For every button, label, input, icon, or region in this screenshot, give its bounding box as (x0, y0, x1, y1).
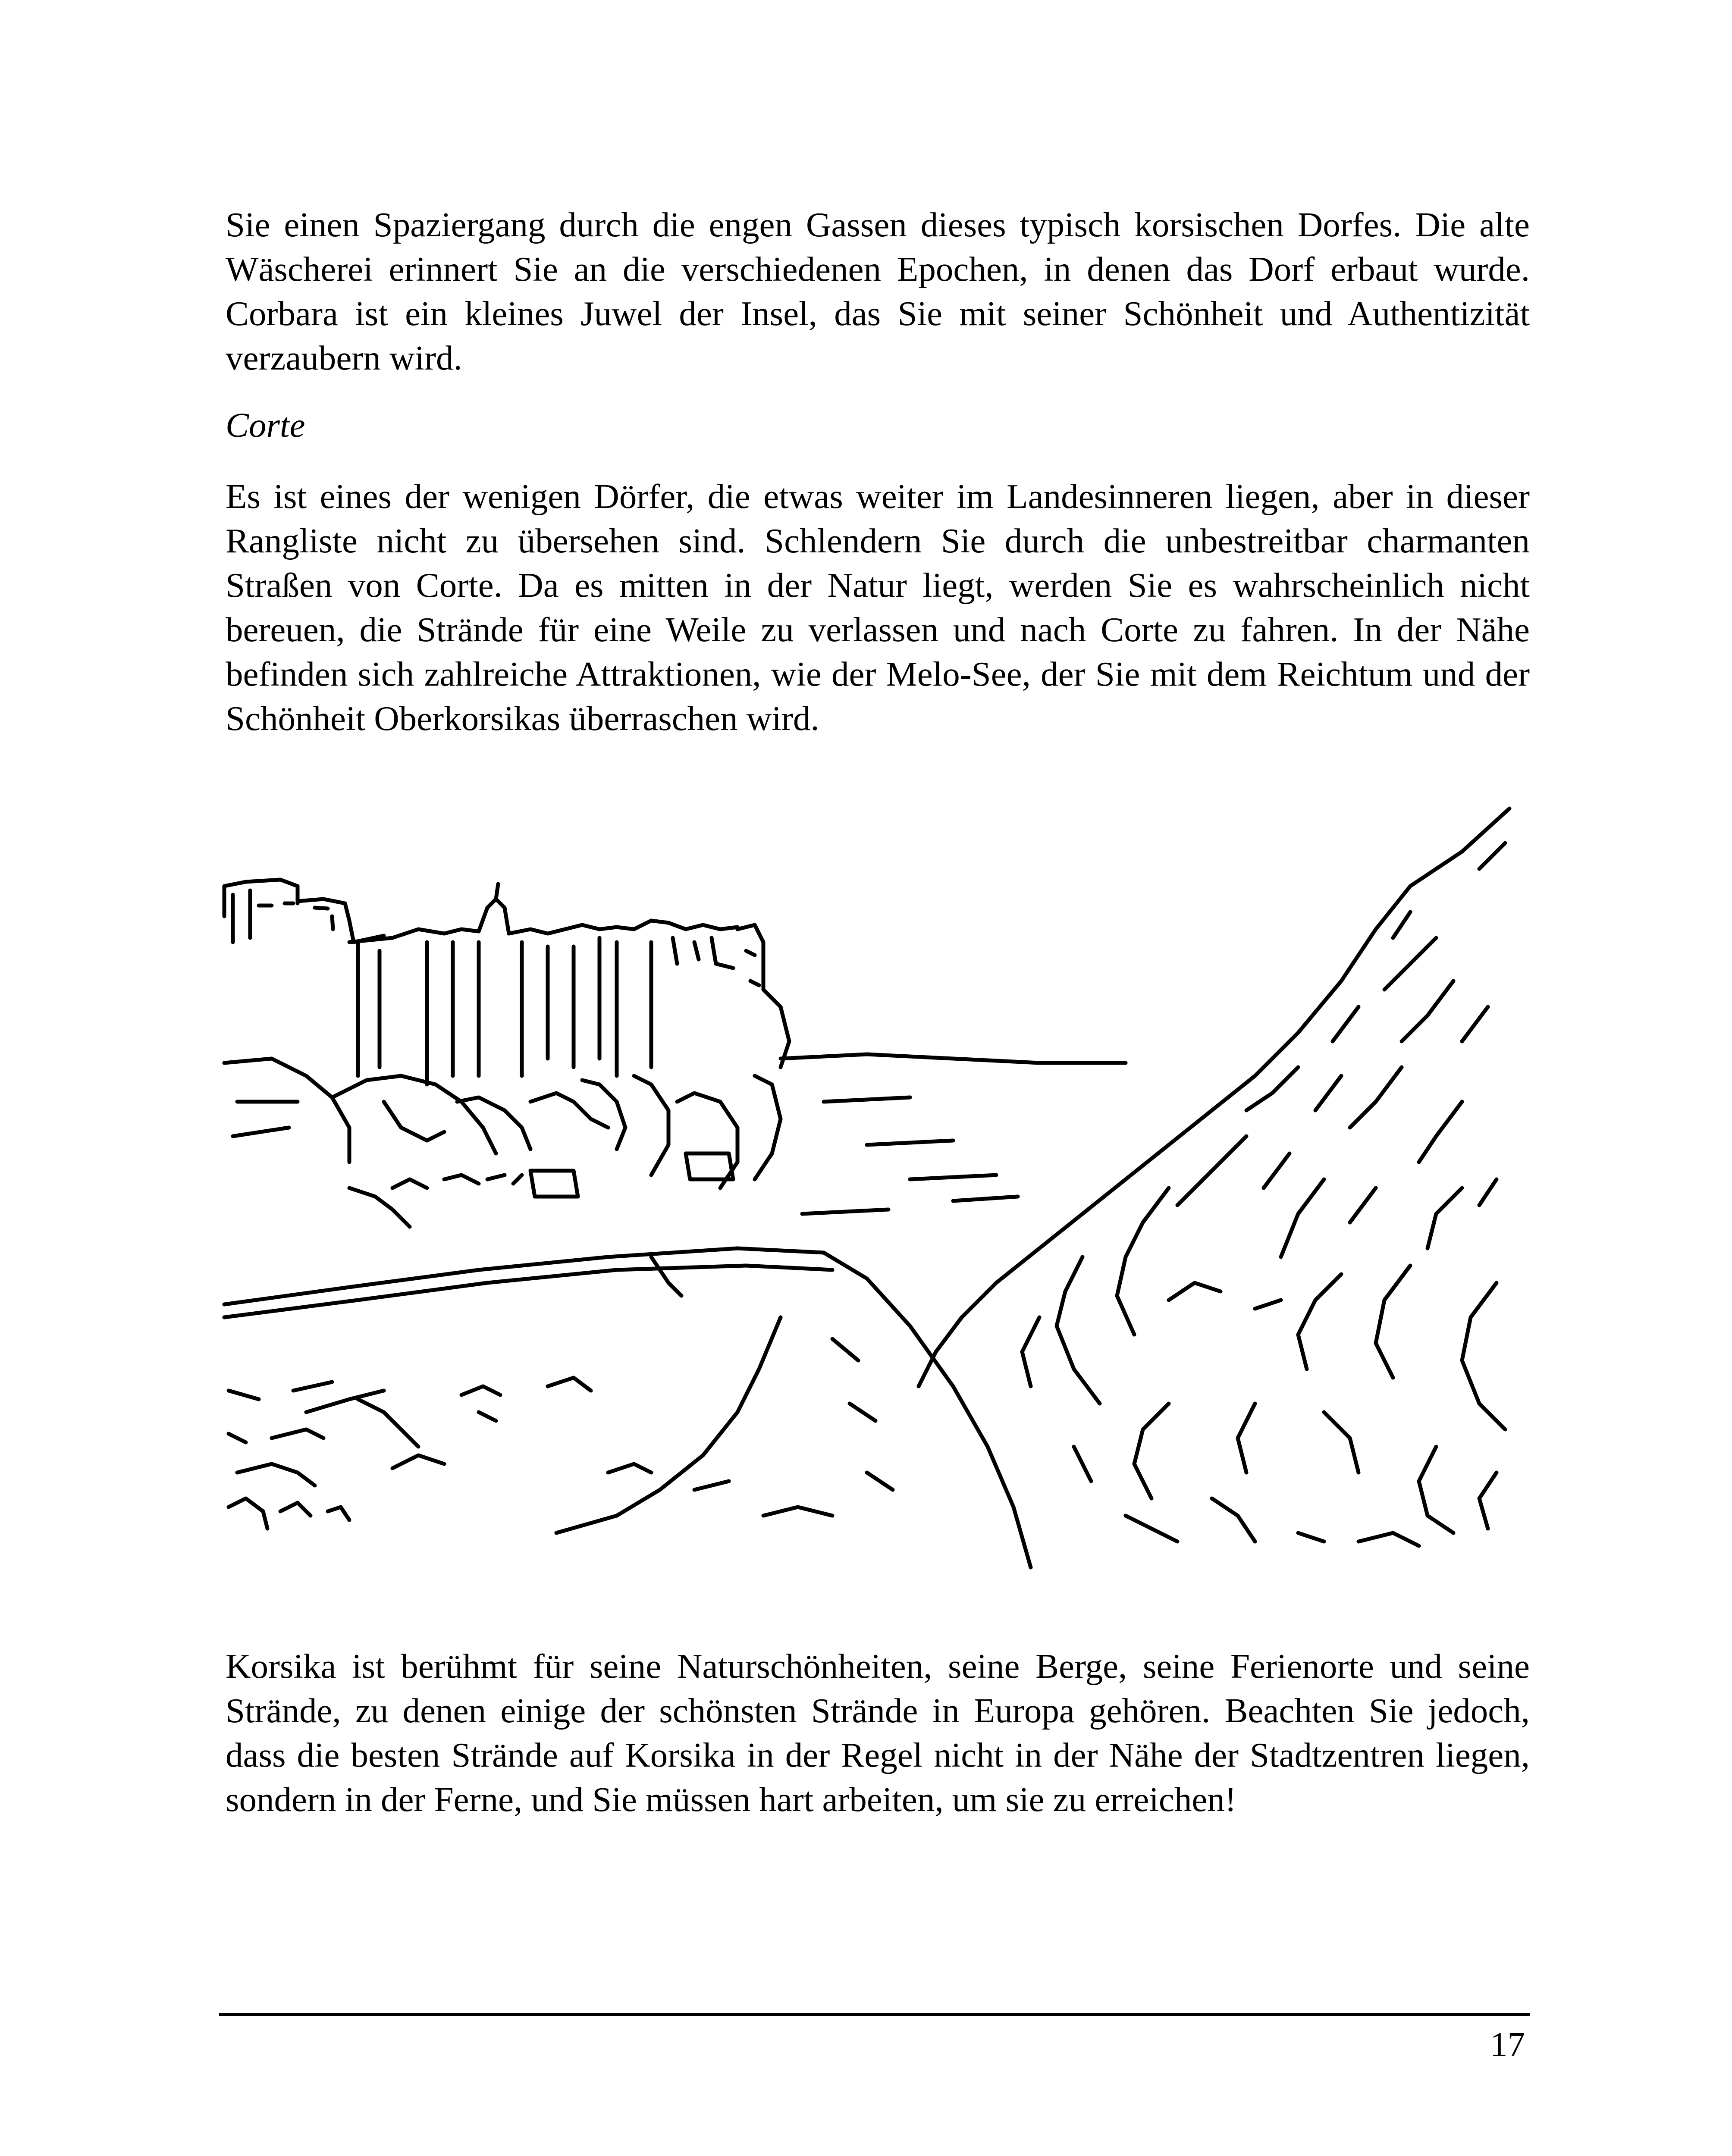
section-heading-corte: Corte (226, 406, 305, 445)
line-drawing-cliff-village-illustration (220, 800, 1535, 1572)
paragraph-3-text: Korsika ist berühmt für seine Naturschönheiten, seine Berge, seine Ferienorte und seine Strände, zu denen einige der schönsten Strände in Europa gehören. Beachten Sie jedoch, dass die besten Strände auf Korsika in der Regel nicht in der Nähe der Stadtzentren liegen, sondern in der Ferne, und Sie müssen hart arbeiten, um sie zu erreichen! (226, 1647, 1530, 1819)
paragraph-2-text: Es ist eines der wenigen Dörfer, die etwas weiter im Landesinneren liegen, aber in dieser Rangliste nicht zu übersehen sind. Schlendern Sie durch die unbestreitbar charmanten Straßen von Corte. Da es mitten in der Natur liegt, werden Sie es wahrscheinlich nicht bereuen, die Strände für eine Weile zu verlassen und nach Corte zu fahren. In der Nähe befinden sich zahlreiche Attraktionen, wie der Melo-See, der Sie mit dem Reichtum und der Schönheit Oberkorsikas überraschen wird. (226, 477, 1530, 738)
paragraph-3 (226, 1644, 1530, 1822)
page-number: 17 (1490, 2025, 1525, 2064)
paragraph-1-text: Sie einen Spaziergang durch die engen Gassen dieses typisch korsischen Dorfes. Die alte Wäscherei erinnert Sie an die verschiedenen Epochen, in denen das Dorf erbaut wurde. Corbara ist ein kleines Juwel der Insel, das Sie mit seiner Schönheit und Authentizität verzaubern wird. (226, 205, 1530, 377)
footer-rule (219, 2013, 1530, 2016)
paragraph-1 (226, 203, 1530, 380)
paragraph-2 (226, 474, 1530, 741)
